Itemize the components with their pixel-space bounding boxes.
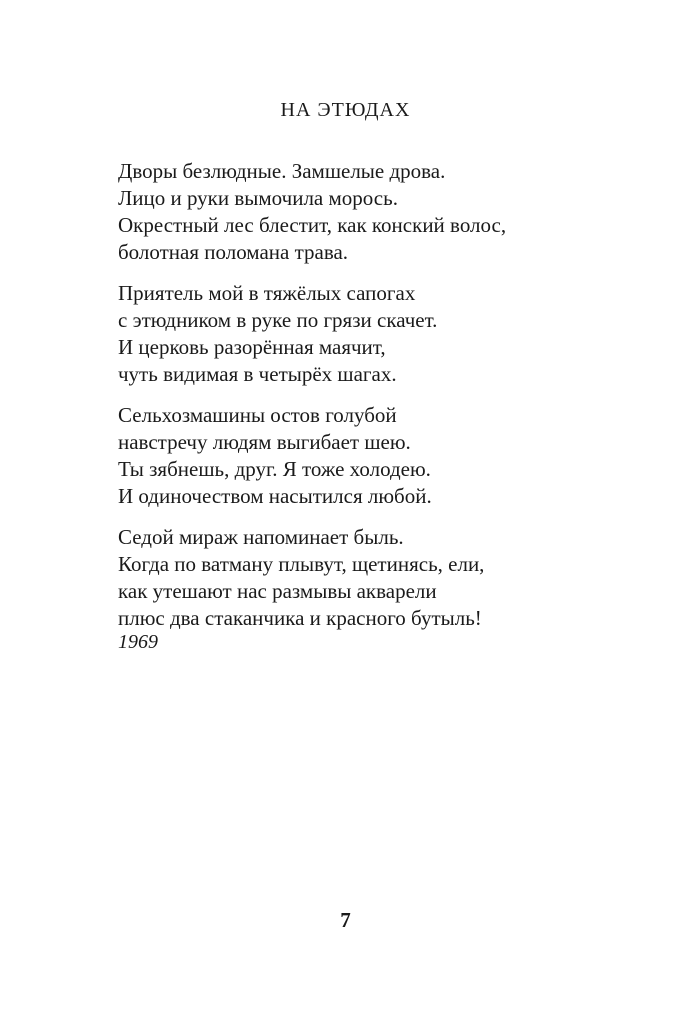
stanza-3 (118, 402, 678, 510)
poem-line: Лицо и руки вымочила морось. (118, 186, 398, 210)
poem-line: И одиночеством насытился любой. (118, 484, 432, 508)
poem-title: НА ЭТЮДАХ (280, 99, 411, 121)
poem-line: Сельхозмашины остов голубой (118, 403, 397, 427)
poem-line: Дворы безлюдные. Замшелые дрова. (118, 159, 446, 183)
poem-line: плюс два стаканчика и красного бутыль! (118, 606, 482, 630)
poem-line: Окрестный лес блестит, как конский волос, (118, 213, 507, 237)
poem-line: Приятель мой в тяжёлых сапогах (118, 281, 416, 305)
poem-date: 1969 (118, 631, 158, 653)
poem-line: чуть видимая в четырёх шагах. (118, 362, 397, 386)
poem-line: Когда по ватману плывут, щетинясь, ели, (118, 552, 485, 576)
poem-line: с этюдником в руке по грязи скачет. (118, 308, 438, 332)
stanza-2 (118, 280, 678, 388)
poem-line: Седой мираж напоминает быль. (118, 525, 404, 549)
poem-line: навстречу людям выгибает шею. (118, 430, 411, 454)
poem-line: как утешают нас размывы акварели (118, 579, 437, 603)
poem-line: болотная поломана трава. (118, 240, 349, 264)
page-number: 7 (340, 908, 351, 932)
poem-line: И церковь разорённая маячит, (118, 335, 386, 359)
stanza-4 (118, 524, 678, 632)
poem-line: Ты зябнешь, друг. Я тоже холодею. (118, 457, 431, 481)
poem-body (118, 158, 678, 646)
stanza-1 (118, 158, 678, 266)
